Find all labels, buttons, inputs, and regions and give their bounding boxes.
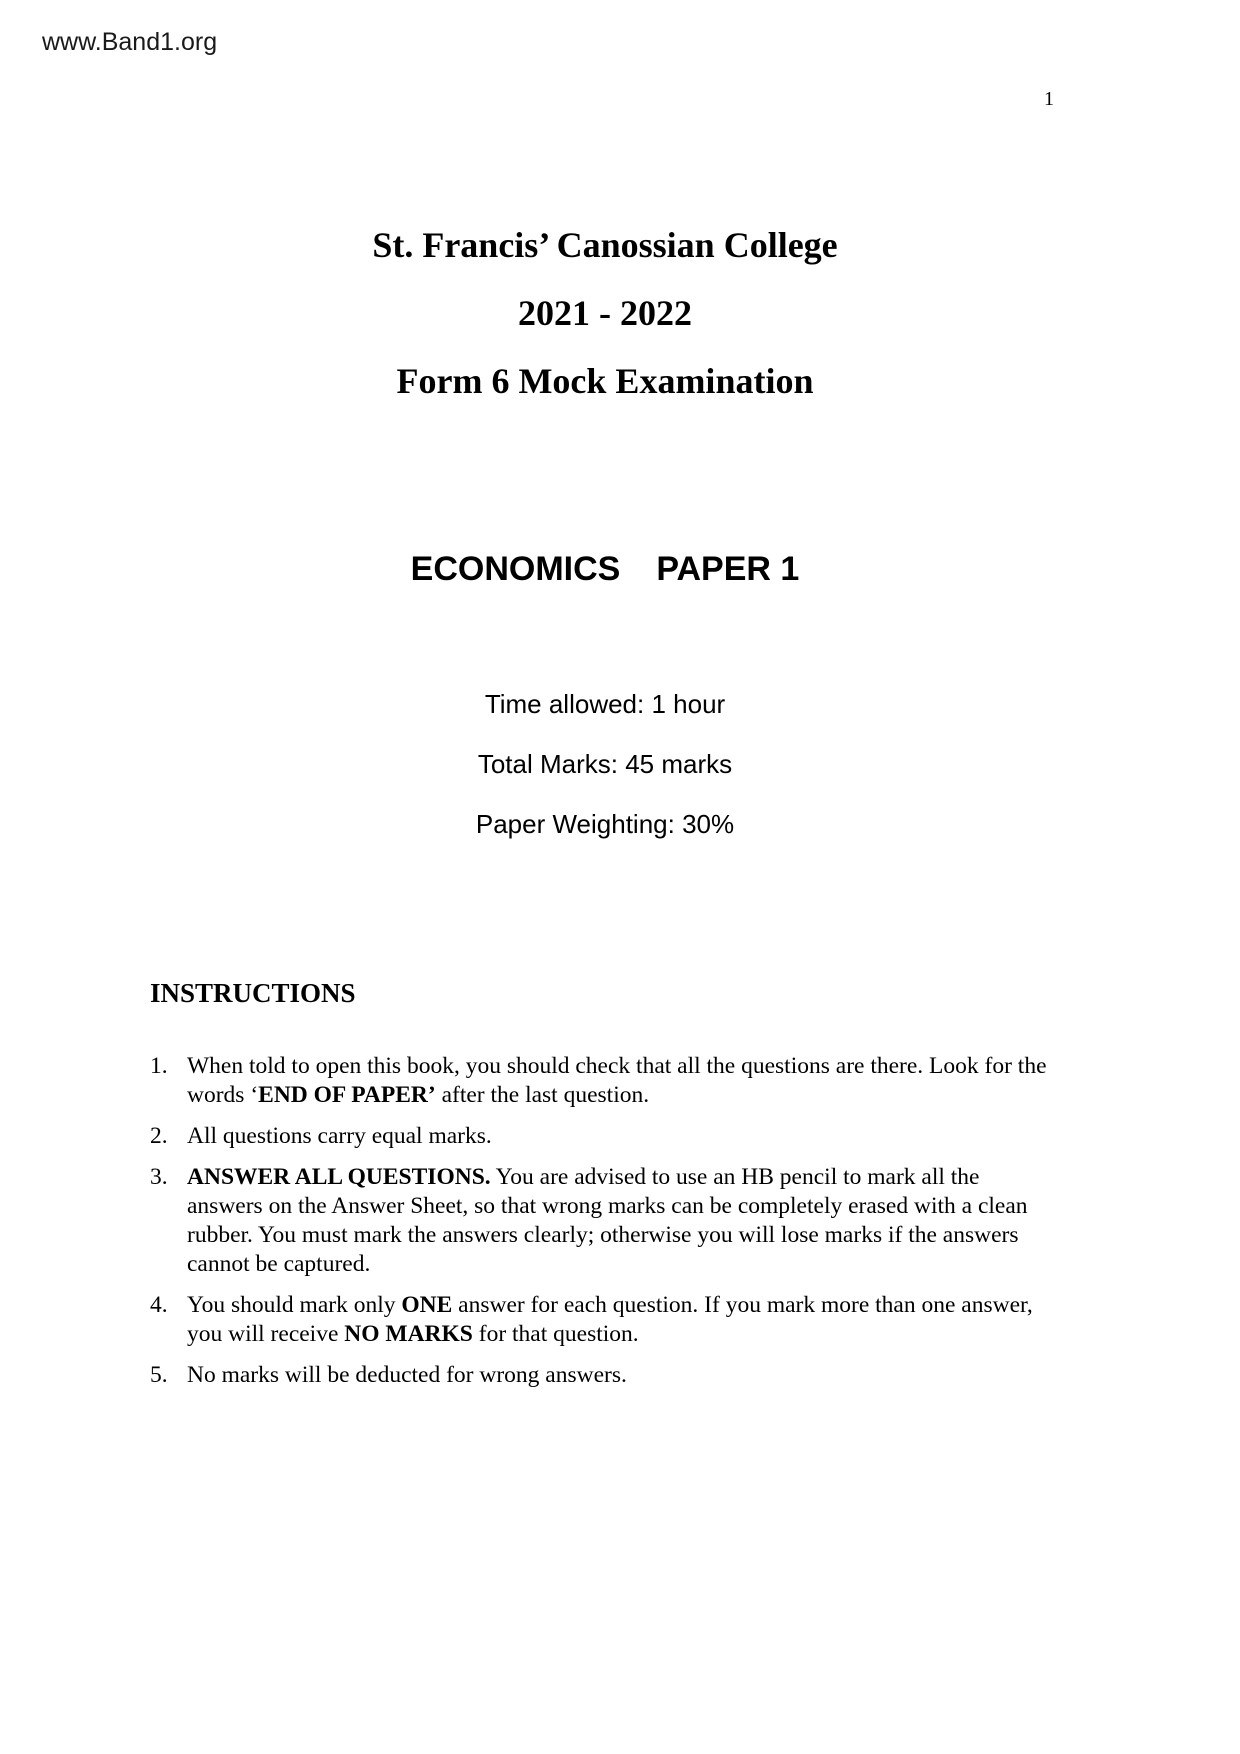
instruction-item <box>150 1052 1050 1110</box>
instruction-text: No marks will be deducted for wrong answers. <box>187 1362 627 1388</box>
instruction-number: 2. <box>150 1123 168 1149</box>
instruction-text: for that question. <box>472 1321 639 1347</box>
instruction-emphasis: END OF PAPER’ <box>258 1082 436 1108</box>
instruction-number: 4. <box>150 1292 168 1318</box>
instruction-item <box>150 1122 1050 1151</box>
page-number: 1 <box>1044 88 1054 110</box>
watermark-url: www.Band1.org <box>42 28 218 56</box>
paper-weighting: Paper Weighting: 30% <box>475 809 735 839</box>
total-marks: Total Marks: 45 marks <box>477 749 733 779</box>
instruction-text: All questions carry equal marks. <box>187 1123 492 1149</box>
time-allowed: Time allowed: 1 hour <box>484 689 726 719</box>
instruction-text: after the last question. <box>435 1082 650 1108</box>
instruction-item <box>150 1163 1050 1279</box>
instruction-item <box>150 1361 1050 1390</box>
subject-name: ECONOMICS <box>410 550 621 588</box>
paper-number: PAPER 1 <box>656 550 800 588</box>
instruction-number: 1. <box>150 1053 168 1079</box>
instruction-text: You are advised to use an HB pencil to mark all the answers on the Answer Sheet, so that wrong marks can be completely erased with a clean rubber. You must mark the answers clearly; otherwise you will lose marks if the answers cannot be captured. <box>187 1164 1028 1277</box>
subject-title <box>0 550 1210 589</box>
instruction-item <box>150 1291 1050 1349</box>
school-name: St. Francis’ Canossian College <box>372 225 838 265</box>
instruction-text: answer for each question. If you mark more than one answer, you will receive <box>187 1292 1033 1347</box>
instruction-emphasis: NO MARKS <box>344 1321 473 1347</box>
instruction-emphasis: ONE <box>401 1292 453 1318</box>
instructions-list <box>150 1052 1050 1402</box>
exam-name: Form 6 Mock Examination <box>396 361 814 401</box>
school-year: 2021 - 2022 <box>518 293 692 333</box>
instruction-number: 3. <box>150 1164 168 1190</box>
instruction-text: When told to open this book, you should check that all the questions are there. Look for the words ‘ <box>187 1053 1047 1108</box>
instruction-emphasis: ANSWER ALL QUESTIONS. <box>187 1164 491 1190</box>
instructions-heading: INSTRUCTIONS <box>150 978 356 1008</box>
instruction-text: You should mark only <box>187 1292 402 1318</box>
instruction-number: 5. <box>150 1362 168 1388</box>
